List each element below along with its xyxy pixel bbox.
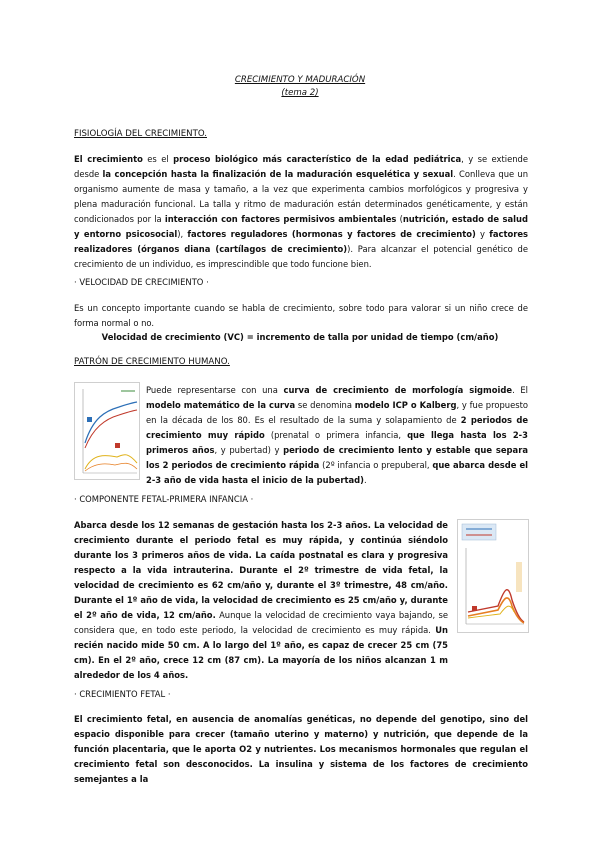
section-fetal-infancy: · COMPONENTE FETAL-PRIMERA INFANCIA · (74, 494, 254, 504)
growth-curve-figure (74, 382, 140, 480)
pattern-run: que llega hasta los 2-3 primeros años (146, 430, 528, 455)
pattern-run: se denomina (295, 400, 355, 410)
intro-run: es el (142, 154, 174, 164)
pattern-run: modelo matemático de la curva (146, 400, 296, 410)
intro-run: interacción con factores permisivos ambientales (164, 214, 397, 224)
intro-run: nutrición, estado de salud y entorno psicosocial (74, 214, 528, 239)
fetal-infancy-run: Un recién nacido mide 50 cm. A lo largo del 1º año, es capaz de crecer 25 cm (75 cm). En el 2º año, crece 12 cm (87 cm). La mayoría de los niños alcanzan 1 m alrededor de los 4 años. (74, 625, 448, 680)
intro-paragraph (74, 152, 528, 272)
fetal-infancy-paragraph (74, 518, 448, 683)
intro-run: ). Para alcanzar el potencial genético de crecimiento de un individuo, es imprescindible que todo funcione bien. (74, 244, 528, 269)
pattern-run: (2º infancia o prepuberal, (319, 460, 433, 470)
pattern-paragraph (146, 383, 528, 488)
fetal-infancy-run: Abarca desde los 12 semanas de gestación hasta los 2-3 años. La velocidad de crecimiento durante el periodo fetal es muy rápida, y continúa siéndolo durante los 3 primeros años de vida. La caída postnatal es clara y progresiva respecto a la vida intrauterina. Durante el 2º trimestre de vida fetal, la velocidad de crecimiento es 62 cm/año y, durante el 3º trimestre, 48 cm/año. Durante el 1º año de vida, la velocidad de crecimiento es 25 cm/año y, durante el 2º año de vida, 12 cm/año. (74, 520, 448, 620)
chart-legend-box (462, 524, 496, 540)
document-title: CRECIMIENTO Y MADURACIÓN (234, 75, 366, 85)
intro-run: El crecimiento (74, 154, 143, 164)
intro-run: la concepción hasta la finalización de la maduración esquelética y sexual (102, 169, 454, 179)
section-velocity: · VELOCIDAD DE CRECIMIENTO · (74, 277, 209, 287)
legend-marker-red (115, 443, 120, 448)
fetal-infancy-run: Aunque la velocidad de crecimiento vaya bajando, se considera que, en todo este periodo, la velocidad de crecimiento es muy rápida. (74, 610, 448, 635)
marker-red (472, 606, 477, 611)
pattern-run: . El (512, 385, 529, 395)
intro-run: factores reguladores (hormonas y factores de crecimiento) (187, 229, 476, 239)
fetal-paragraph (74, 712, 528, 787)
pattern-run: Puede representarse con una (146, 385, 284, 395)
document-subtitle: (tema 2) (281, 88, 319, 98)
pattern-run: periodo de crecimiento lento y estable que separa los 2 periodos de crecimiento rápida (146, 445, 528, 470)
pattern-run: . (363, 475, 367, 485)
intro-run: proceso biológico más característico de la edad pediátrica (173, 154, 462, 164)
pattern-run: que abarca desde el 2-3 año de vida hasta el inicio de la pubertad) (146, 460, 528, 485)
intro-run: factores realizadores (órganos diana (cartílagos de crecimiento) (74, 229, 529, 254)
velocity-formula: Velocidad de crecimiento (VC) = incremento de talla por unidad de tiempo (cm/año) (101, 332, 499, 342)
velocity-paragraph: Es un concepto importante cuando se habla de crecimiento, sobre todo para valorar si un niño crece de forma normal o no. (74, 303, 528, 328)
marker-band (516, 562, 522, 592)
legend-marker-blue (87, 417, 92, 422)
intro-run: ( (396, 214, 403, 224)
section-fetal: · CRECIMIENTO FETAL · (74, 689, 171, 699)
heading-physiology: FISIOLOGÍA DEL CRECIMIENTO. (74, 129, 207, 139)
intro-run: y (475, 229, 490, 239)
heading-pattern: PATRÓN DE CRECIMIENTO HUMANO. (74, 357, 230, 367)
figure-background (75, 383, 139, 479)
pattern-run: 2 periodos de crecimiento muy rápido (146, 415, 528, 440)
pattern-run: (prenatal o primera infancia, (264, 430, 408, 440)
intro-run: ), (177, 229, 188, 239)
growth-curve-chart (75, 383, 139, 479)
velocity-chart-figure (457, 519, 529, 633)
pattern-run: modelo ICP o Kalberg (354, 400, 457, 410)
pattern-run: , y fue propuesto en la década de los 80. Es el resultado de la suma y solapamiento de (146, 400, 529, 425)
pattern-run: , y pubertad) y (214, 445, 284, 455)
velocity-chart (458, 520, 528, 632)
fetal-run: El crecimiento fetal, en ausencia de anomalías genéticas, no depende del genotipo, sino del espacio disponible para crecer (tamaño uterino y materno) y nutrición, que depende de la función placentaria, que le aporta O2 y nutrientes. Los mecanismos hormonales que regulan el crecimiento fetal son desconocidos. La insulina y sistema de los factores de crecimiento semejantes a la (74, 714, 528, 784)
intro-run: , y se extiende desde (74, 154, 528, 179)
intro-run: . Conlleva que un organismo aumente de masa y tamaño, a la vez que experimenta cambios morfológicos y progresiva y plena maduración funcional. La talla y ritmo de maduración están determinados genéticamente, y están condicionados por la (74, 169, 529, 224)
pattern-run: curva de crecimiento de morfología sigmoide (283, 385, 513, 395)
